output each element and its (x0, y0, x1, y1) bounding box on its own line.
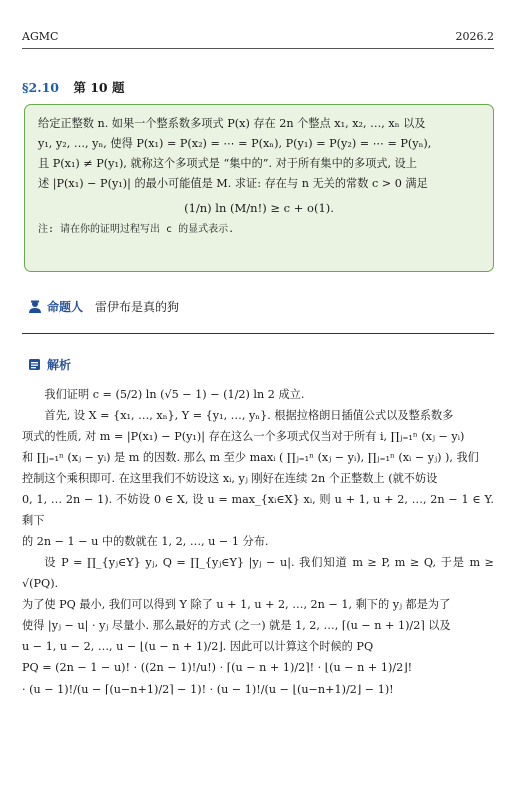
solution-heading (28, 356, 71, 373)
section-title: 第 10 题 (73, 80, 125, 95)
page-header (22, 30, 494, 44)
equation-line-1: PQ = (2n − 1 − u)! · ((2n − 1)!/u!) · ⌈(u − n + 1)/2⌉! · ⌊(u − n + 1)/2⌋! (22, 661, 413, 674)
problem-line-3: 且 P(x₁) ≠ P(y₁), 就称这个多项式是 “集中的”. 对于所有集中的多项式, 设上 (38, 157, 417, 170)
author-name: 雷伊布是真的狗 (95, 300, 180, 314)
solution-line-2: 首先, 设 X = {x₁, …, xₙ}, Y = {y₁, …, yₙ}. 根据拉格朗日插值公式以及整系数多 (44, 409, 454, 422)
solution-line-9: 为了使 PQ 最小, 我们可以得到 Y 除了 u + 1, u + 2, …, 2n − 1, 剩下的 yⱼ 都是为了 (22, 598, 451, 611)
problem-line-2: y₁, y₂, …, yₙ, 使得 P(x₁) = P(x₂) = ⋯ = P(xₙ), P(y₁) = P(y₂) = ⋯ = P(yₙ), (38, 137, 432, 150)
solution-line-4: 和 ∏ⱼ₌₁ⁿ (xⱼ − yᵢ) 是 m 的因数. 那么 m 至少 maxᵢ ( ∏ⱼ₌₁ⁿ (xⱼ − yᵢ), ∏ⱼ₌₁ⁿ (xᵢ − yⱼ) ), 我们 (22, 451, 479, 464)
solution-body (22, 384, 494, 701)
solution-line-1: 我们证明 c = (5/2) ln (√5 − 1) − (1/2) ln 2 成立. (44, 388, 305, 401)
solution-line-3: 项式的性质, 对 m = |P(x₁) − P(y₁)| 存在这么一个多项式仅当对于所有 i, ∏ⱼ₌₁ⁿ (xⱼ − yᵢ) (22, 430, 465, 443)
author-line (28, 298, 179, 315)
header-right: 2026.2 (455, 30, 494, 43)
author-icon (28, 300, 42, 314)
problem-line-1: 给定正整数 n. 如果一个整系数多项式 P(x) 存在 2n 个整点 x₁, x₂, …, xₙ 以及 (38, 117, 426, 130)
equation-line-2: · (u − 1)!/(u − ⌈(u−n+1)/2⌉ − 1)! · (u − 1)!/(u − ⌊(u−n+1)/2⌋ − 1)! (22, 683, 394, 696)
problem-note: 注: 请在你的证明过程写出 c 的显式表示. (38, 224, 235, 235)
problem-box (24, 104, 494, 272)
problem-display-formula: (1/n) ln (M/n!) ≥ c + o(1). (184, 201, 334, 215)
section-heading (22, 78, 124, 96)
problem-line-4: 述 |P(x₁) − P(y₁)| 的最小可能值是 M. 求证: 存在与 n 无关的常数 c > 0 满足 (38, 177, 428, 190)
solution-line-7: 的 2n − 1 − u 中的数就在 1, 2, …, u − 1 分布. (22, 535, 269, 548)
document-icon (28, 358, 41, 371)
divider (22, 333, 494, 334)
header-rule (22, 48, 494, 49)
solution-title: 解析 (47, 358, 72, 372)
author-label: 命题人 (47, 300, 84, 314)
section-number: §2.10 (22, 80, 59, 95)
solution-line-10: 使得 |yⱼ − u| · yⱼ 尽量小. 那么最好的方式 (之一) 就是 1, 2, …, ⌈(u − n + 1)/2⌉ 以及 (22, 619, 451, 632)
solution-line-5: 控制这个乘积即可. 在这里我们不妨设这 xᵢ, yⱼ 刚好在连续 2n 个正整数上 (就不妨设 (22, 472, 438, 485)
solution-line-11: u − 1, u − 2, …, u − ⌊(u − n + 1)/2⌋. 因此可以计算这个时候的 PQ (22, 640, 374, 653)
solution-line-6: 0, 1, … 2n − 1). 不妨设 0 ∈ X, 设 u = max_{xᵢ∈X} xᵢ, 则 u + 1, u + 2, …, 2n − 1 ∈ Y. 剩下 (22, 493, 494, 527)
header-left: AGMC (22, 30, 59, 43)
solution-line-8: 设 P = ∏_{yⱼ∈Y} yⱼ, Q = ∏_{yⱼ∈Y} |yⱼ − u|. 我们知道 m ≥ P, m ≥ Q, 于是 m ≥ √(PQ). (22, 556, 494, 590)
